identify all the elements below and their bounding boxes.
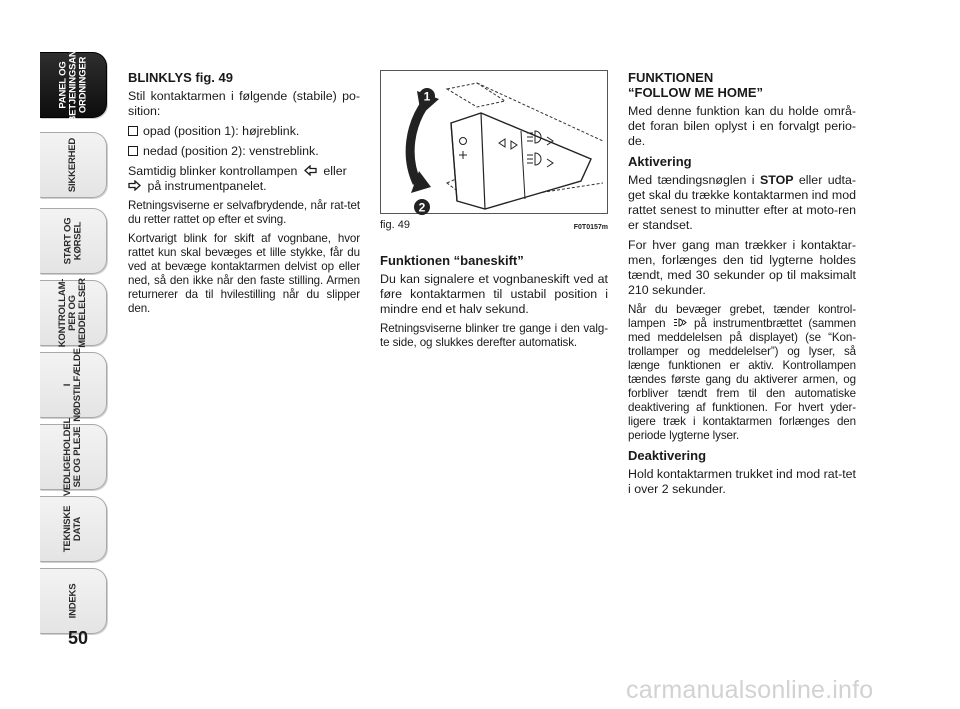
position-1-label: 1 <box>423 89 431 104</box>
tab-vedligeholdelse[interactable] <box>40 417 107 497</box>
text-run: Samtidig blinker kontrollampen <box>128 164 298 178</box>
stop-keyword: STOP <box>759 173 794 187</box>
paragraph: Du kan signalere et vognbaneskift ved at føre kontaktarmen til ustabil position i mindre end et halv sekund. <box>380 272 608 316</box>
column-blinklys <box>128 70 360 321</box>
text-run: eller <box>323 164 347 178</box>
tab-kontrollamper[interactable] <box>40 280 107 346</box>
paragraph: Stil kontaktarmen i følgende (stabile) po-sition: <box>128 89 360 118</box>
figure-code: F0T0157m <box>573 224 608 231</box>
list-item-text: opad (position 1): højreblink. <box>143 124 300 138</box>
subheading-deaktivering: Deaktivering <box>628 448 707 463</box>
tab-label: SIKKERHED <box>67 137 78 193</box>
figure-label: fig. 49 <box>380 219 410 231</box>
follow-me-home-icon <box>673 318 687 327</box>
tab-label: TEKNISKE DATA <box>62 505 83 553</box>
column-figure-baneskift <box>380 70 608 355</box>
text-run: på instrumentpanelet. <box>147 179 267 193</box>
paragraph <box>628 303 856 443</box>
tab-i-nodstilfaelde[interactable] <box>40 348 107 422</box>
column-follow-me-home <box>628 70 856 502</box>
list-item <box>128 144 360 159</box>
page-number: 50 <box>68 628 89 648</box>
paragraph: Kortvarigt blink for skift af vognbane, hvor rattet kun skal bevæges et lille stykke, får du ved at bevæge kontaktarmen delvist op eller ned, så den ikke når den faste stilling. Armen returnerer da til hvilestilling når du slipper den. <box>128 232 360 315</box>
section-heading-baneskift: Funktionen “baneskift” <box>380 253 524 268</box>
tab-label: KONTROLLAM- PER OG MEDDELELSER <box>57 278 88 348</box>
tab-label: START OG KØRSEL <box>62 217 83 265</box>
checkbox-bullet-icon <box>128 126 138 136</box>
tab-label: INDEKS <box>66 583 78 619</box>
list-item-text: nedad (position 2): venstreblink. <box>143 144 319 158</box>
section-heading-line1: FUNKTIONEN <box>628 70 714 85</box>
subheading-aktivering: Aktivering <box>628 154 692 169</box>
text-run: Med tændingsnøglen i <box>628 173 755 187</box>
tab-indeks[interactable] <box>40 568 107 634</box>
text-run: på instrumentbrættet (sammen med meddelelsen på displayet) (se “Kon-trollamper og meddelelser”) og lyser, så længe funktionen er aktiv. Kontrollampen tændes første gang du aktiverer armen, og forbliver tændt frem til den automatiske deaktivering af funktionen. For hvert yder-ligere træk i kontaktarmen forlænges den periode lygterne lyser. <box>628 317 857 442</box>
section-tab-rail <box>0 0 108 709</box>
checkbox-bullet-icon <box>128 146 138 156</box>
tab-tekniske-data[interactable] <box>40 496 107 562</box>
left-arrow-icon <box>304 165 317 176</box>
text-run: eller udta-get skal du trække kontaktarmen ind mod rattet senest to minutter efter at moto-ren er standset. <box>628 173 856 232</box>
tab-start-og-korsel[interactable] <box>40 208 107 274</box>
paragraph: Hold kontaktarmen trukket ind mod rat-tet i over 2 sekunder. <box>628 467 856 496</box>
position-2-label: 2 <box>418 200 426 215</box>
figure-49 <box>380 70 608 214</box>
paragraph: Med denne funktion kan du holde områ-det foran bilen oplyst i en forvalgt perio-de. <box>628 104 856 148</box>
tab-panel-og-betjeningsanordninger[interactable] <box>40 47 107 123</box>
position-2-badge <box>413 200 431 225</box>
paragraph: For hver gang man trækker i kontaktar-men, forlænges den tid lygterne holdes tændt, med 30 sekunder op til maksimalt 210 sekunder. <box>628 238 856 297</box>
tab-label: I NØDSTILFÆLDE <box>62 348 84 422</box>
list-item <box>128 124 360 139</box>
watermark: carmanualsonline.info <box>626 676 874 704</box>
tab-label: VEDLIGEHOLDEL SE OG PLEJE <box>62 417 83 497</box>
tab-sikkerhed[interactable] <box>40 132 107 198</box>
section-heading-line2: “FOLLOW ME HOME” <box>628 85 764 100</box>
paragraph <box>628 173 856 233</box>
paragraph: Retningsviserne er selvafbrydende, når rat-tet du retter rattet op efter et sving. <box>128 199 360 226</box>
paragraph: Retningsviserne blinker tre gange i den valg-te side, og slukkes derefter automatisk. <box>380 322 608 349</box>
turn-signal-lever-illustration <box>381 71 607 213</box>
tab-label: PANEL OG BETJENINGSAN- ORDNINGER <box>57 47 88 123</box>
paragraph-indicator <box>128 164 360 194</box>
right-arrow-icon <box>128 180 141 191</box>
text-run: Når du bevæger grebet, tænder kontrol-lampen <box>628 303 856 330</box>
section-heading-blinklys: BLINKLYS fig. 49 <box>128 70 233 85</box>
